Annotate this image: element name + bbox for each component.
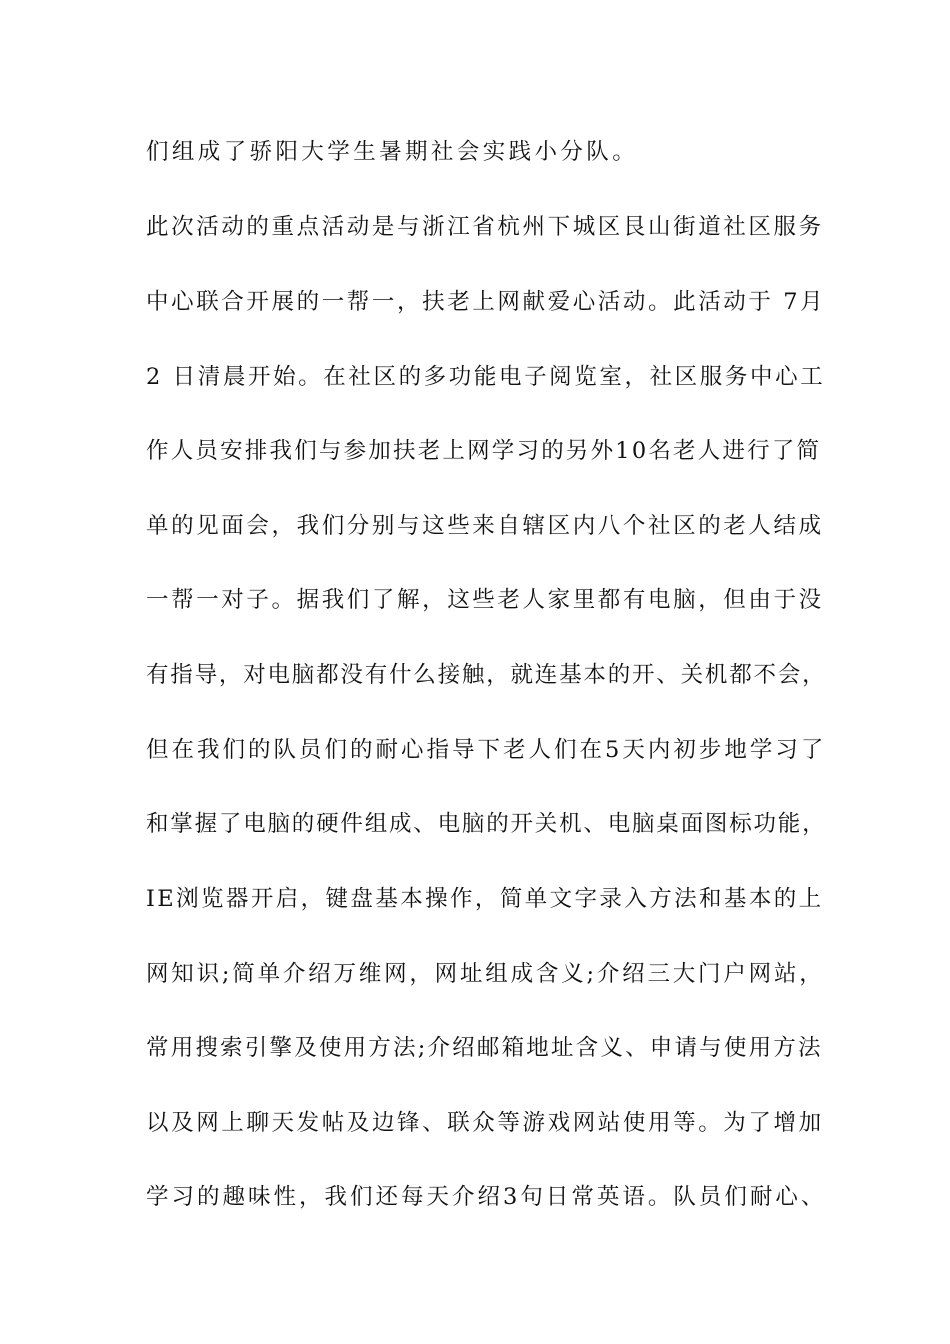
text-line: 和掌握了电脑的硬件组成、电脑的开关机、电脑桌面图标功能， xyxy=(146,811,827,837)
text-line: IE浏览器开启，键盘基本操作，简单文字录入方法和基本的上 xyxy=(146,886,824,912)
text-line: 单的见面会，我们分别与这些来自辖区内八个社区的老人结成 xyxy=(146,513,824,539)
text-line: 此次活动的重点活动是与浙江省杭州下城区艮山街道社区服务 xyxy=(146,214,824,240)
text-line: 常用搜索引擎及使用方法;介绍邮箱地址含义、申请与使用方法 xyxy=(146,1035,823,1061)
text-line: 学习的趣味性，我们还每天介绍3句日常英语。队员们耐心、 xyxy=(146,1184,827,1210)
text-line: 有指导，对电脑都没有什么接触，就连基本的开、关机都不会， xyxy=(146,662,827,688)
text-line: 2 日清晨开始。在社区的多功能电子阅览室，社区服务中心工 xyxy=(146,364,826,390)
text-line: 中心联合开展的一帮一，扶老上网献爱心活动。此活动于 7月 xyxy=(146,289,826,315)
text-line: 以及网上聊天发帖及边锋、联众等游戏网站使用等。为了增加 xyxy=(146,1110,824,1136)
text-line: 作人员安排我们与参加扶老上网学习的另外10名老人进行了简 xyxy=(146,438,822,464)
text-line: 们组成了骄阳大学生暑期社会实践小分队。 xyxy=(146,139,639,165)
text-line: 网知识;简单介绍万维网，网址组成含义;介绍三大门户网站， xyxy=(146,961,825,987)
text-line: 但在我们的队员们的耐心指导下老人们在5天内初步地学习了 xyxy=(146,737,827,763)
text-line: 一帮一对子。据我们了解，这些老人家里都有电脑，但由于没 xyxy=(146,587,824,613)
